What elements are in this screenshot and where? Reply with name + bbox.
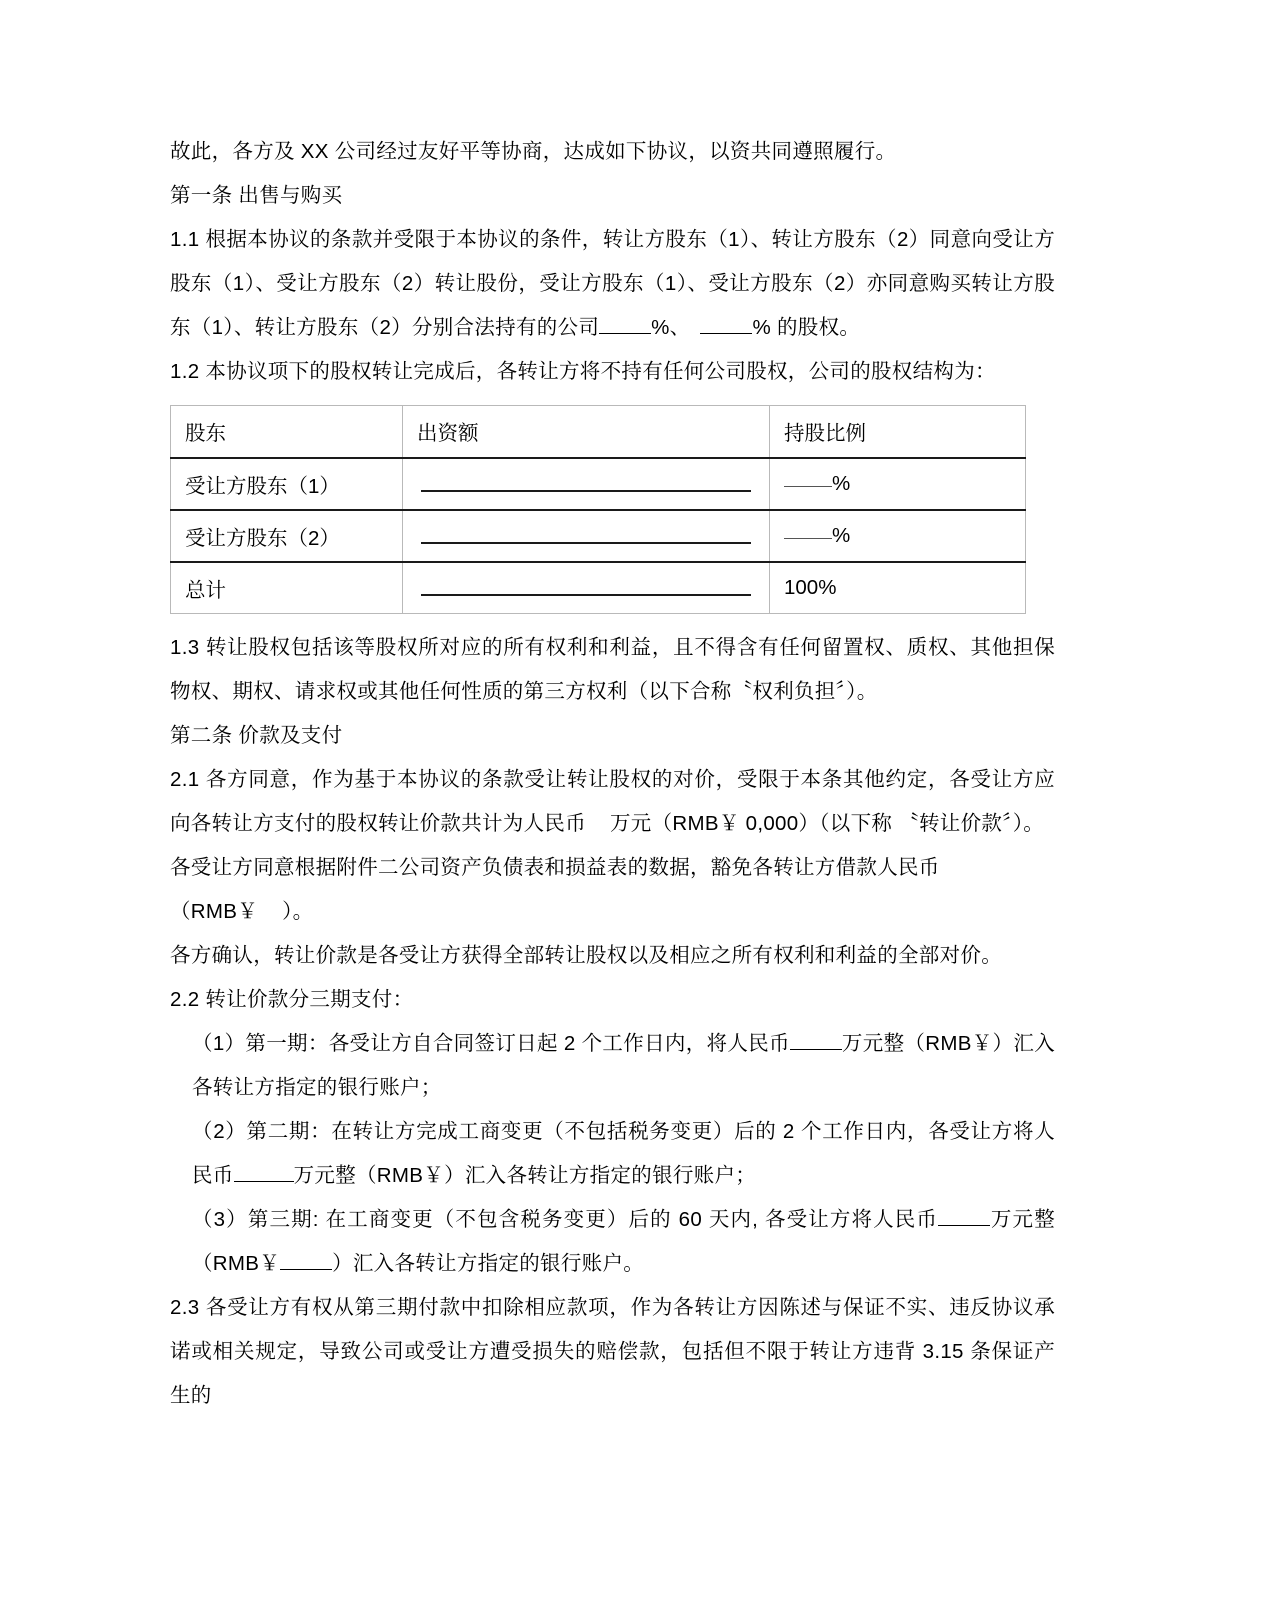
installment-3-text-a: （3）第三期: 在工商变更（不包含税务变更）后的 60 天内, 各受让方将人民币 [192, 1208, 939, 1231]
installment-2-text-a: （2）第二期：在转让方完成工商变更（不包括税务变更）后的 2 个工作日内，各受让方将人民币 [192, 1120, 1055, 1187]
table-header-row [171, 406, 1026, 458]
table-header-percent: 持股比例 [770, 406, 1026, 458]
clause-2-2-installment-1 [170, 1022, 1055, 1110]
clause-2-1-part-a: 2.1 各方同意，作为基于本协议的条款受让转让股权的对价，受限于本条其他约定，各受让方应向各转让方支付的股权转让价款共计为人民币 [170, 768, 1055, 835]
clause-2-2: 2.2 转让价款分三期支付： [170, 988, 414, 1011]
table-row [171, 510, 1026, 562]
shareholding-table [170, 405, 1026, 614]
table-row [171, 562, 1026, 614]
clause-1-1-pct1: %、 [651, 316, 691, 339]
contribution-blank-line [421, 527, 751, 544]
clause-1-1 [170, 218, 1055, 350]
blank-installment-3-rmb [280, 1269, 332, 1270]
clause-1-2: 1.2 本协议项下的股权转让完成后，各转让方将不持有任何公司股权，公司的股权结构为： [170, 360, 996, 383]
blank-pct-1 [599, 333, 651, 334]
section-heading-2: 第二条 价款及支付 [170, 724, 343, 747]
installment-1-text-a: （1）第一期：各受让方自合同签订日起 2 个工作日内，将人民币 [192, 1032, 790, 1055]
table-cell-percent: 100% [770, 562, 1026, 614]
blank-installment-2 [234, 1181, 294, 1182]
clause-2-1-confirmation: 各方确认，转让价款是各受让方获得全部转让股权以及相应之所有权利和利益的全部对价。 [170, 944, 1002, 967]
table-cell-shareholder: 受让方股东（1） [171, 458, 403, 510]
table-cell-contribution [403, 562, 770, 614]
percent-suffix: % [832, 471, 851, 495]
intro-paragraph: 故此，各方及 XX 公司经过友好平等协商，达成如下协议，以资共同遵照履行。 [170, 140, 897, 163]
clause-2-2-installment-2 [170, 1110, 1055, 1198]
clause-2-1-part-d: （RMB￥ [170, 900, 259, 923]
document-body [170, 130, 1055, 1418]
table-cell-contribution [403, 458, 770, 510]
table-cell-shareholder: 受让方股东（2） [171, 510, 403, 562]
clause-2-3: 2.3 各受让方有权从第三期付款中扣除相应款项，作为各转让方因陈述与保证不实、违反协议承诺或相关规定，导致公司或受让方遭受损失的赔偿款，包括但不限于转让方违背 3.15 条保证产生的 [170, 1296, 1055, 1407]
installment-3-text-b: 万元整（RMB￥ [192, 1208, 1055, 1275]
installment-1-text-b: 万元整（RMB￥）汇入各转让方指定的银行账户； [192, 1032, 1055, 1099]
clause-1-3: 1.3 转让股权包括该等股权所对应的所有权利和利益，且不得含有任何留置权、质权、其他担保物权、期权、请求权或其他任何性质的第三方权利（以下合称〝权利负担〞）。 [170, 636, 1055, 703]
percent-suffix: % [832, 523, 851, 547]
installment-3-text-c: ）汇入各转让方指定的银行账户。 [332, 1252, 645, 1275]
blank-pct-2 [700, 333, 752, 334]
percent-blank-line [784, 486, 832, 487]
table-cell-percent [770, 458, 1026, 510]
table-cell-percent [770, 510, 1026, 562]
contribution-blank-line [421, 475, 751, 492]
contribution-blank-line [421, 579, 751, 596]
blank-installment-3-amount [938, 1225, 990, 1226]
clause-2-1-waiver [170, 846, 1055, 934]
clause-2-1-part-e: ）。 [282, 900, 314, 923]
section-heading-1: 第一条 出售与购买 [170, 184, 343, 207]
table-row [171, 458, 1026, 510]
clause-2-2-installment-3 [170, 1198, 1055, 1286]
blank-installment-1 [790, 1049, 842, 1050]
clause-1-1-pct2: % 的股权。 [752, 316, 861, 339]
table-header-shareholder: 股东 [171, 406, 403, 458]
table-cell-shareholder: 总计 [171, 562, 403, 614]
installment-2-text-b: 万元整（RMB￥）汇入各转让方指定的银行账户； [293, 1164, 757, 1187]
clause-2-1-part-c: 各受让方同意根据附件二公司资产负债表和损益表的数据，豁免各转让方借款人民币 [170, 856, 940, 879]
clause-2-1-part-b: 万元（RMB￥ 0,000）（以下称 〝转让价款〞）。 [610, 812, 1045, 835]
table-cell-contribution [403, 510, 770, 562]
clause-2-1 [170, 758, 1055, 846]
percent-blank-line [784, 538, 832, 539]
clause-1-1-text: 1.1 根据本协议的条款并受限于本协议的条件，转让方股东（1）、转让方股东（2）同意向受让方股东（1）、受让方股东（2）转让股份，受让方股东（1）、受让方股东（2）亦同意购买转让方股东（1）、转让方股东（2）分别合法持有的公司 [170, 228, 1055, 339]
table-header-contribution: 出资额 [403, 406, 770, 458]
